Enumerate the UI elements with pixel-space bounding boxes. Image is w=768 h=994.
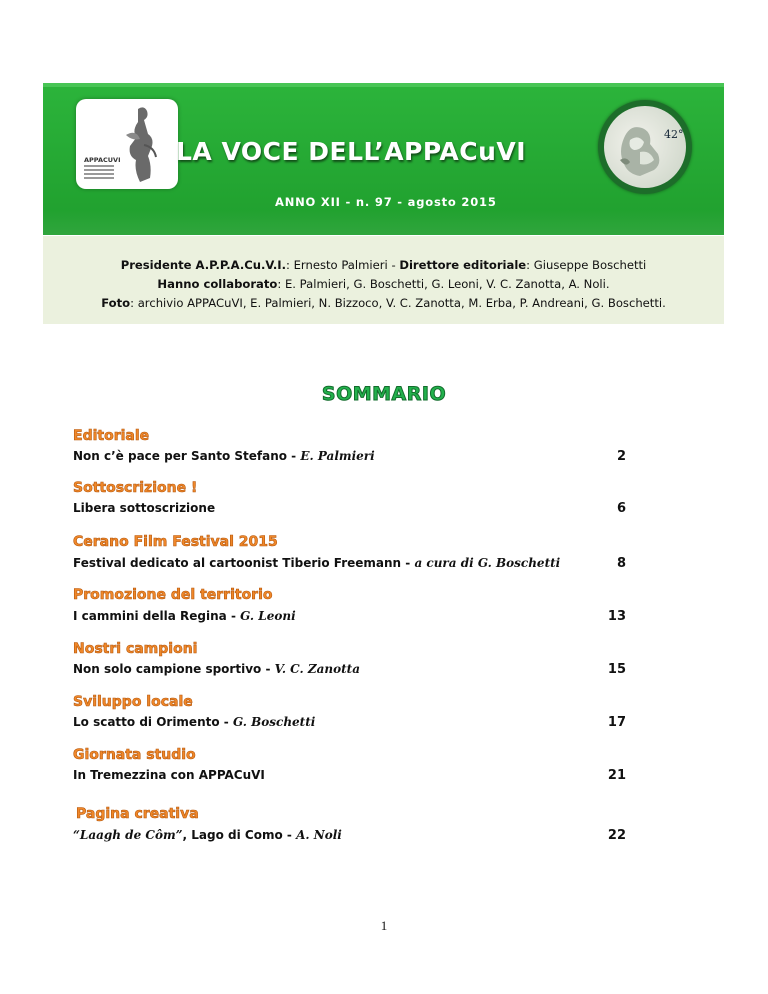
- section-heading-sviluppo: Sviluppo locale: [73, 694, 193, 710]
- section-heading-creativa: Pagina creativa: [76, 806, 199, 822]
- toc-entry[interactable]: Non solo campione sportivo - V. C. Zanotta: [73, 662, 360, 676]
- page-ref: 21: [607, 768, 626, 783]
- toc-entry[interactable]: Non c’è pace per Santo Stefano - E. Palmieri: [73, 449, 375, 463]
- anniversary-number: 42°: [664, 128, 684, 141]
- page-ref: 22: [607, 828, 626, 843]
- appacuvi-logo: [76, 99, 178, 189]
- section-heading-campioni: Nostri campioni: [73, 641, 198, 657]
- page-ref: 17: [607, 715, 626, 730]
- anniversary-badge: [598, 100, 692, 194]
- page-ref: 2: [616, 449, 626, 464]
- masthead-reflection: [43, 210, 724, 235]
- section-heading-cerano: Cerano Film Festival 2015: [73, 534, 278, 550]
- toc-entry[interactable]: Festival dedicato al cartoonist Tiberio Freemann - a cura di G. Boschetti: [73, 556, 561, 570]
- section-heading-giornata: Giornata studio: [73, 747, 196, 763]
- credits-box: [43, 236, 724, 324]
- logo-small-text: [84, 165, 114, 181]
- logo-org-name: APPACUVI: [84, 156, 121, 164]
- credits-line-photos: Foto: archivio APPACuVI, E. Palmieri, N. Bizzoco, V. C. Zanotta, M. Erba, P. Andreani, G. Boschetti.: [101, 296, 666, 310]
- toc-entry[interactable]: I cammini della Regina - G. Leoni: [73, 609, 296, 623]
- issue-info: ANNO XII - n. 97 - agosto 2015: [275, 195, 497, 209]
- statue-icon: [116, 105, 168, 185]
- toc-entry[interactable]: Lo scatto di Orimento - G. Boschetti: [73, 715, 316, 729]
- toc-entry[interactable]: “Laagh de Côm”, Lago di Como - A. Noli: [73, 828, 342, 842]
- toc-entry[interactable]: In Tremezzina con APPACuVI: [73, 768, 265, 782]
- page-number: 1: [380, 918, 388, 933]
- credits-line-president: Presidente A.P.P.A.Cu.V.I.: Ernesto Palmieri - Direttore editoriale: Giuseppe Boschetti: [120, 258, 647, 272]
- section-heading-promozione: Promozione del territorio: [73, 587, 273, 603]
- contents-title: SOMMARIO: [321, 383, 447, 405]
- section-heading-sottoscrizione: Sottoscrizione !: [73, 480, 198, 496]
- page-ref: 8: [616, 556, 626, 571]
- magazine-title: LA VOCE DELL’APPACuVI: [176, 137, 527, 166]
- section-heading-editoriale: Editoriale: [73, 428, 150, 444]
- page-ref: 15: [607, 662, 626, 677]
- toc-entry[interactable]: Libera sottoscrizione: [73, 501, 216, 515]
- credits-line-collaborators: Hanno collaborato: E. Palmieri, G. Boschetti, G. Leoni, V. C. Zanotta, A. Noli.: [157, 277, 610, 291]
- page-ref: 13: [607, 609, 626, 624]
- page-ref: 6: [616, 501, 626, 516]
